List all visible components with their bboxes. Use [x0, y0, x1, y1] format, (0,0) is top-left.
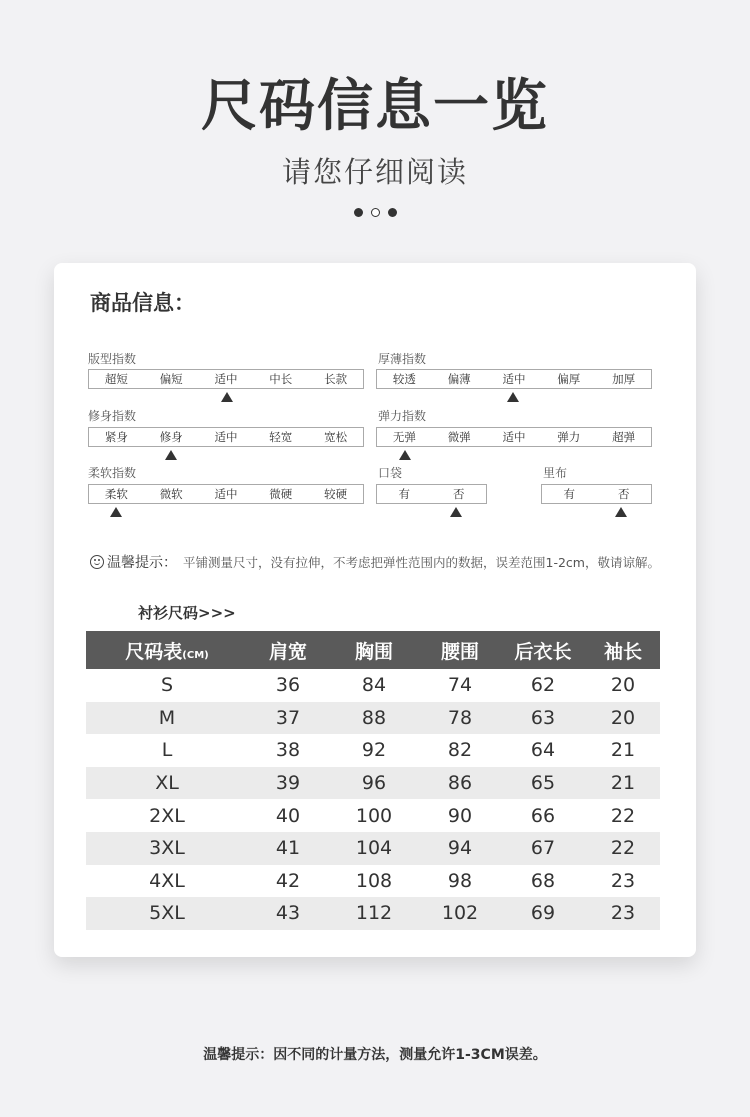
softness-option: 适中	[214, 487, 238, 501]
shape-selected-marker-icon	[165, 450, 177, 460]
pocket-scale	[376, 484, 487, 504]
thickness-option: 加厚	[612, 372, 636, 386]
lining-scale	[541, 484, 652, 504]
footer-note: 温馨提示：因不同的计量方法，测量允许1-3CM误差。	[203, 1047, 547, 1063]
size-cell: 4XL	[149, 869, 185, 892]
lining-label: 里布	[543, 466, 568, 480]
measurement-cell: 108	[355, 869, 393, 892]
elastic-index-label: 弹力指数	[378, 409, 427, 423]
thickness-option: 较透	[392, 372, 416, 386]
measurement-cell: 102	[420, 897, 500, 930]
measurement-cell: 20	[586, 702, 660, 735]
measurement-cell: 41	[248, 832, 328, 865]
shape-option: 宽松	[324, 430, 348, 444]
table-row	[86, 734, 660, 767]
table-row	[86, 767, 660, 800]
elastic-option: 适中	[502, 430, 526, 444]
measurement-cell: 42	[275, 869, 301, 892]
measurement-cell: 69	[500, 897, 586, 930]
dot-icon	[354, 208, 363, 217]
header-waist: 腰围	[420, 631, 500, 669]
fit-index-scale	[88, 369, 364, 389]
pocket-option: 否	[453, 487, 465, 501]
measurement-cell: 78	[420, 702, 500, 735]
table-row	[86, 865, 660, 898]
info-card	[54, 263, 696, 957]
page-title: 尺码信息一览	[201, 74, 549, 139]
tip-text: 平铺测量尺寸，没有拉伸，不考虑把弹性范围内的数据，误差范围1-2cm，敬请谅解。	[183, 555, 660, 570]
size-cell: L	[161, 739, 173, 762]
page-subtitle: 请您仔细阅读	[281, 155, 468, 189]
lining-selected-marker-icon	[615, 507, 627, 517]
measurement-cell: 43	[248, 897, 328, 930]
measurement-cell: 104	[328, 832, 420, 865]
smiley-icon	[90, 555, 104, 569]
measurement-cell: 67	[500, 832, 586, 865]
measurement-cell: 65	[500, 767, 586, 800]
softness-option: 柔软	[104, 487, 128, 501]
measurement-cell: 74	[447, 674, 473, 697]
measurement-cell: 23	[610, 869, 636, 892]
dot-hollow-icon	[371, 208, 380, 217]
elastic-option: 弹力	[557, 430, 581, 444]
measurement-tip	[90, 552, 660, 572]
table-row	[86, 669, 660, 702]
size-cell: 3XL	[86, 832, 248, 865]
measurement-cell: 37	[248, 702, 328, 735]
decorative-dots	[0, 208, 750, 217]
fit-selected-marker-icon	[221, 392, 233, 402]
measurement-cell: 94	[420, 832, 500, 865]
shape-option: 适中	[214, 430, 238, 444]
softness-option: 微硬	[269, 487, 293, 501]
shape-index-scale	[88, 427, 364, 447]
thickness-option: 适中	[502, 372, 526, 386]
measurement-cell: 84	[361, 674, 387, 697]
size-cell: 2XL	[149, 804, 185, 827]
dot-icon	[388, 208, 397, 217]
thickness-selected-marker-icon	[507, 392, 519, 402]
fit-option: 偏短	[159, 372, 183, 386]
softness-option: 微软	[159, 487, 183, 501]
measurement-cell: 38	[275, 739, 301, 762]
fit-option: 超短	[104, 372, 128, 386]
header-chest: 胸围	[328, 631, 420, 669]
shape-option: 修身	[159, 430, 183, 444]
shape-option: 轻宽	[269, 430, 293, 444]
softness-selected-marker-icon	[110, 507, 122, 517]
size-table-header-row	[86, 631, 660, 669]
measurement-cell: 100	[355, 804, 393, 827]
elastic-option: 无弹	[392, 430, 416, 444]
measurement-cell: 21	[610, 739, 636, 762]
measurement-cell: 63	[500, 702, 586, 735]
measurement-cell: 22	[586, 832, 660, 865]
measurement-cell: 88	[328, 702, 420, 735]
elastic-option: 微弹	[447, 430, 471, 444]
measurement-cell: 21	[586, 767, 660, 800]
size-table	[86, 631, 660, 930]
thickness-index-label: 厚薄指数	[378, 352, 427, 366]
measurement-cell: 39	[248, 767, 328, 800]
elastic-index-scale	[376, 427, 652, 447]
measurement-cell: 68	[530, 869, 556, 892]
fit-index-label: 版型指数	[88, 352, 137, 366]
measurement-cell: 98	[447, 869, 473, 892]
measurement-cell: 20	[610, 674, 636, 697]
size-cell: XL	[86, 767, 248, 800]
header-sleeve: 袖长	[586, 631, 660, 669]
size-cell: S	[160, 674, 174, 697]
measurement-cell: 66	[530, 804, 556, 827]
measurement-cell: 62	[530, 674, 556, 697]
measurement-cell: 64	[530, 739, 556, 762]
elastic-option: 超弹	[612, 430, 636, 444]
pocket-label: 口袋	[378, 466, 403, 480]
table-row	[86, 897, 660, 930]
tip-label: 温馨提示：	[107, 555, 177, 571]
thickness-option: 偏薄	[447, 372, 471, 386]
measurement-cell: 22	[610, 804, 636, 827]
softness-index-label: 柔软指数	[88, 466, 137, 480]
header-back-length: 后衣长	[500, 631, 586, 669]
measurement-cell: 96	[328, 767, 420, 800]
measurement-cell: 92	[361, 739, 387, 762]
thickness-index-scale	[376, 369, 652, 389]
lining-option: 有	[563, 487, 575, 501]
header-shoulder: 肩宽	[248, 631, 328, 669]
shape-index-label: 修身指数	[88, 409, 137, 423]
elastic-selected-marker-icon	[399, 450, 411, 460]
measurement-cell: 23	[586, 897, 660, 930]
pocket-selected-marker-icon	[450, 507, 462, 517]
size-cell: 5XL	[86, 897, 248, 930]
measurement-cell: 86	[420, 767, 500, 800]
measurement-cell: 112	[328, 897, 420, 930]
thickness-option: 偏厚	[557, 372, 581, 386]
size-cell: M	[86, 702, 248, 735]
pocket-option: 有	[398, 487, 410, 501]
fit-option: 适中	[214, 372, 238, 386]
measurement-cell: 82	[447, 739, 473, 762]
fit-option: 长款	[324, 372, 348, 386]
measurement-cell: 40	[275, 804, 301, 827]
shape-option: 紧身	[104, 430, 128, 444]
measurement-cell: 36	[275, 674, 301, 697]
header-size: 尺码表(CM)	[86, 631, 248, 669]
softness-option: 较硬	[324, 487, 348, 501]
table-row	[86, 702, 660, 735]
size-table-caption: 衬衫尺码>>>	[138, 604, 236, 622]
lining-option: 否	[618, 487, 630, 501]
measurement-cell: 90	[447, 804, 473, 827]
table-row	[86, 832, 660, 865]
card-title: 商品信息：	[90, 291, 195, 315]
softness-index-scale	[88, 484, 364, 504]
table-row	[86, 799, 660, 832]
fit-option: 中长	[269, 372, 293, 386]
